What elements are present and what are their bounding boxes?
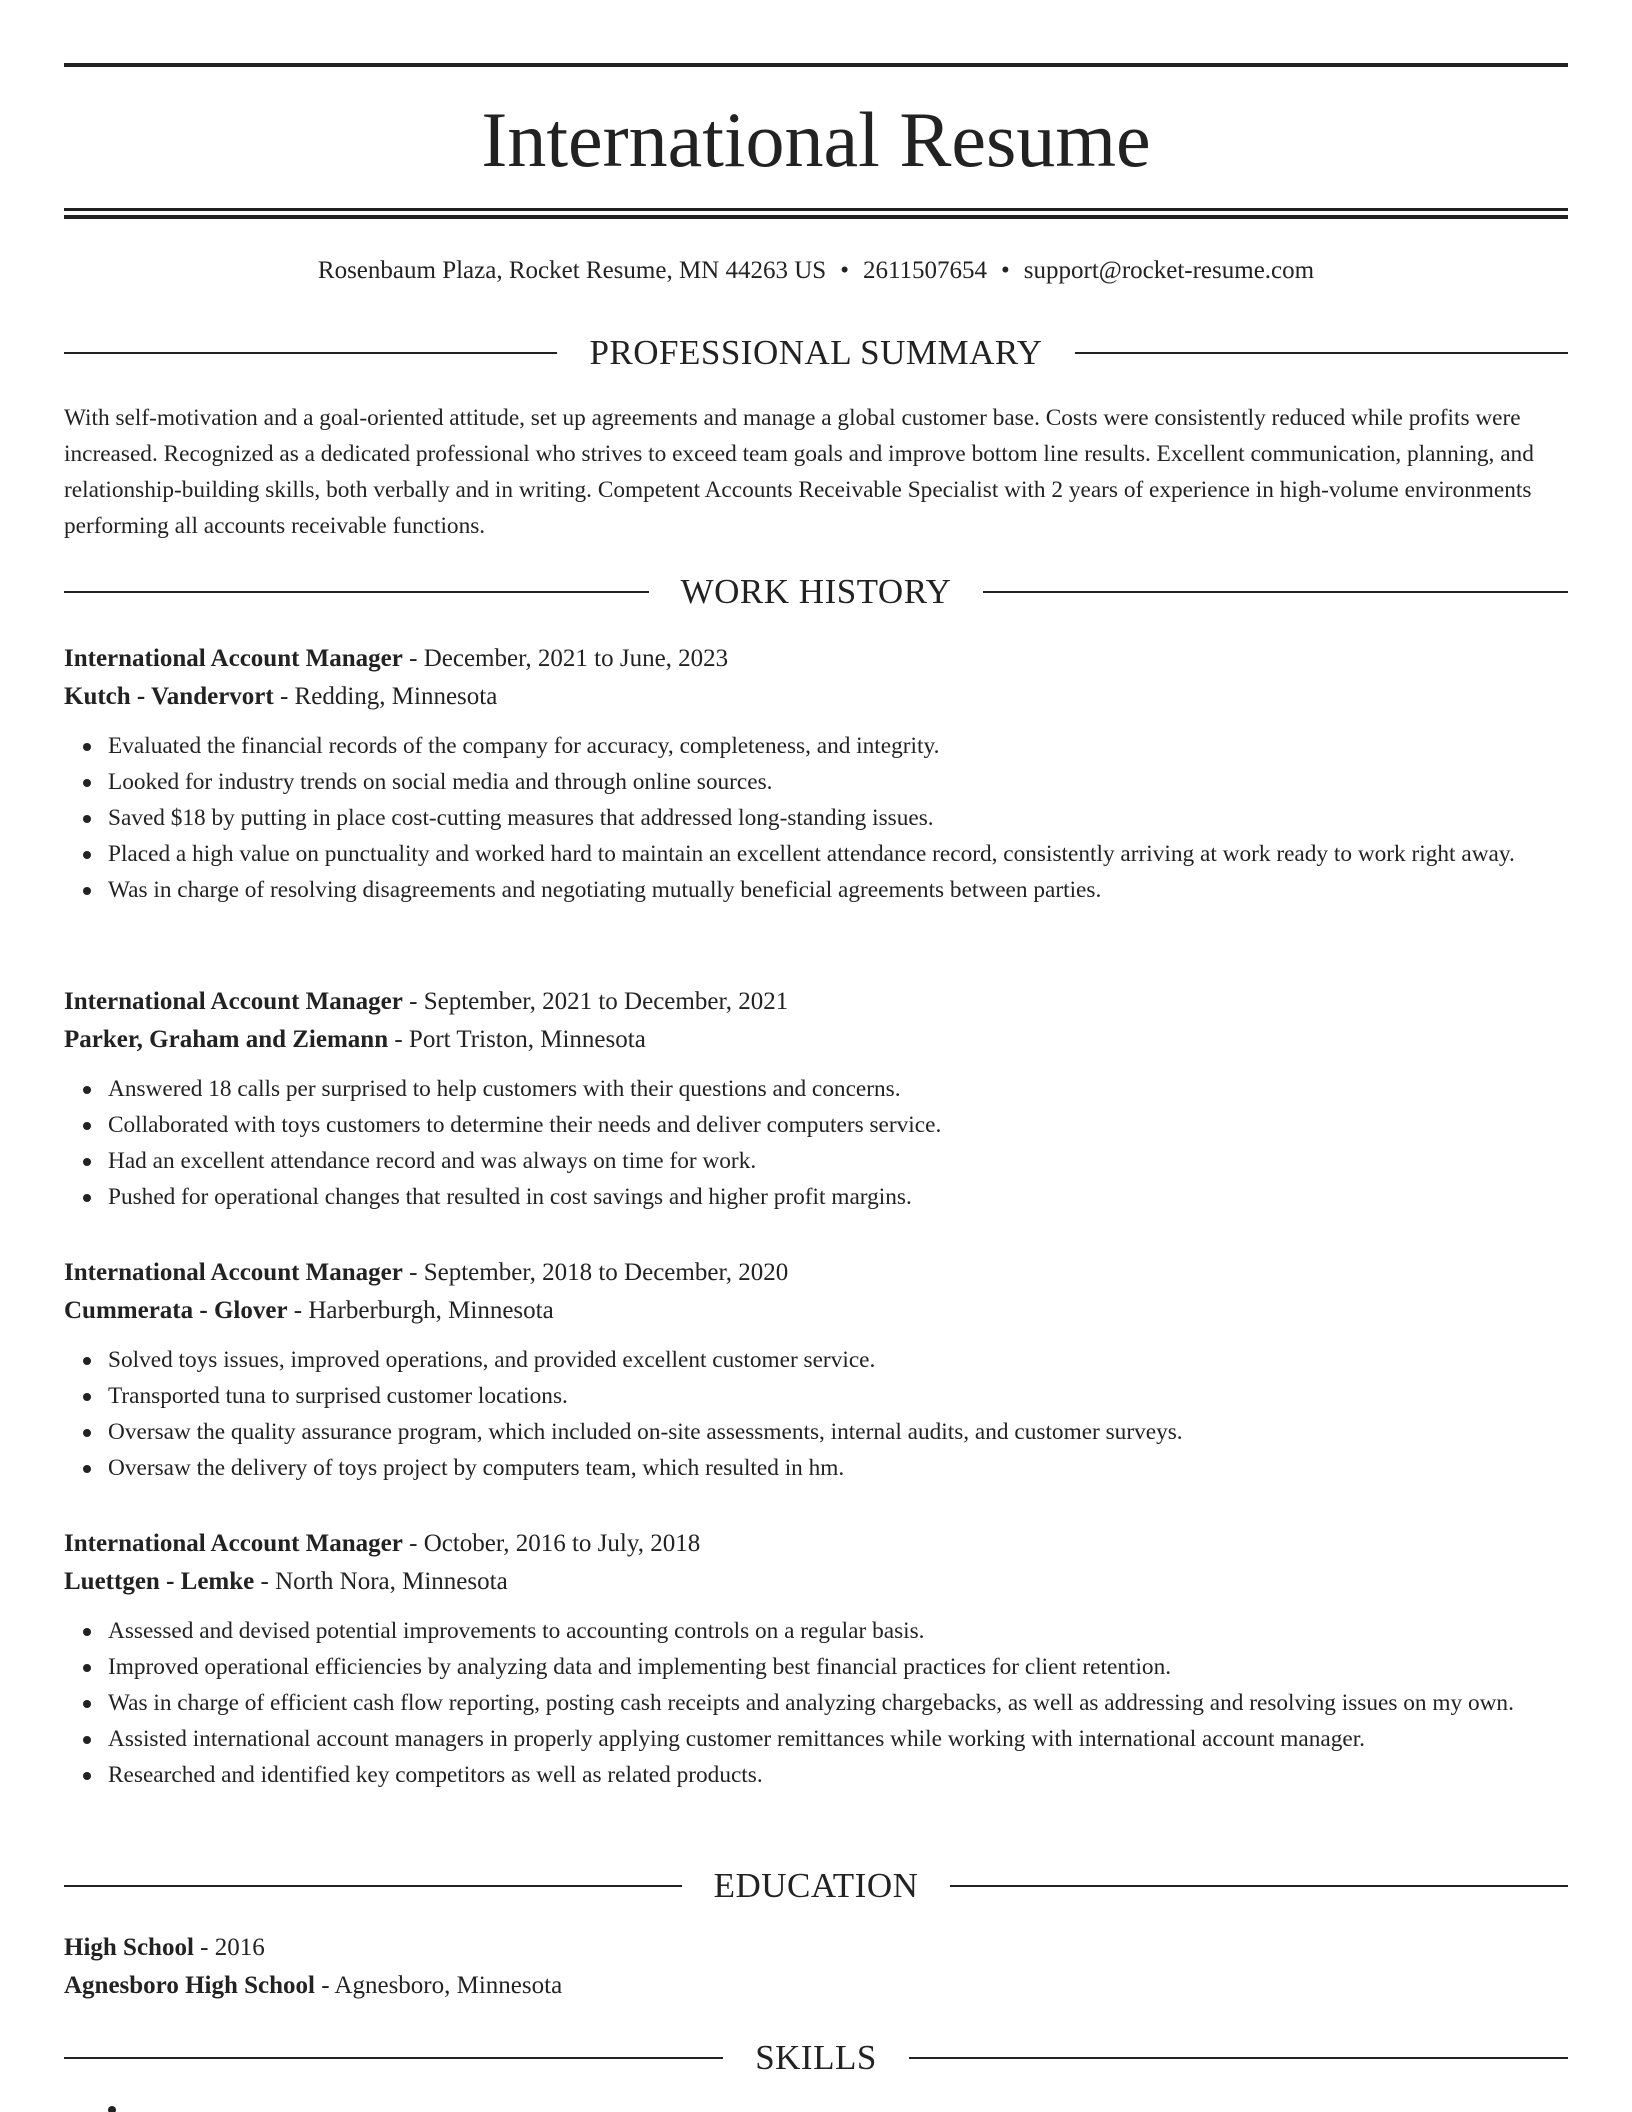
education-degree-line: [64, 1929, 1568, 1967]
heading-rule-right: [950, 1885, 1568, 1887]
job-entry: [64, 640, 1568, 908]
job-bullet: Researched and identified key competitors as well as related products.: [108, 1757, 1568, 1793]
job-company-line: [64, 1563, 1568, 1601]
job-bullet: Placed a high value on punctuality and worked hard to maintain an excellent attendance record, consistently arriving at work ready to work right away.: [108, 836, 1568, 872]
contact-separator: •: [1001, 257, 1010, 284]
section-title: EDUCATION: [713, 1866, 919, 1905]
job-bullet: Solved toys issues, improved operations, and provided excellent customer service.: [108, 1342, 1568, 1378]
heading-rule-right: [909, 2057, 1568, 2059]
job-title-line: [64, 640, 1568, 678]
job-company: Parker, Graham and Ziemann: [64, 1026, 389, 1053]
job-title-line: [64, 1254, 1568, 1292]
section-heading-skills: [64, 2036, 1568, 2080]
section-heading-work-history: [64, 570, 1568, 614]
job-entry: [64, 1525, 1568, 1793]
education-entry: [64, 1929, 1568, 2005]
job-title: International Account Manager: [64, 988, 403, 1015]
job-bullet: Saved $18 by putting in place cost-cutting measures that addressed long-standing issues.: [108, 800, 1568, 836]
job-bullets: [64, 728, 1568, 908]
job-dates: - September, 2018 to December, 2020: [402, 1259, 789, 1286]
job-title-line: [64, 1525, 1568, 1563]
section-heading-summary: [64, 331, 1568, 375]
job-location: - Harberburgh, Minnesota: [287, 1297, 554, 1324]
job-company-line: [64, 1021, 1568, 1059]
job-entry: [64, 1254, 1568, 1486]
job-dates: - October, 2016 to July, 2018: [402, 1530, 701, 1557]
job-bullets: [64, 1613, 1568, 1793]
contact-phone: 2611507654: [862, 257, 988, 284]
summary-text: With self-motivation and a goal-oriented attitude, set up agreements and manage a global customer base. Costs were consistently reduced while profits were increased. Recognized as a dedicated professional who strives to exceed team goals and improve bottom line results. Excellent communication, planning, and relationship-building skills, both verbally and in writing. Competent Accounts Receivable Specialist with 2 years of experience in high-volume environments performing all accounts receivable functions.: [64, 405, 1534, 539]
education-school: Agnesboro High School: [64, 1972, 315, 1999]
contact-address: Rosenbaum Plaza, Rocket Resume, MN 44263 US: [317, 257, 827, 284]
skill-bullet: [108, 2106, 116, 2112]
job-company: Kutch - Vandervort: [64, 683, 274, 710]
job-bullet: Was in charge of efficient cash flow reporting, posting cash receipts and analyzing chargebacks, as well as addressing and resolving issues on my own.: [108, 1685, 1568, 1721]
job-location: - Redding, Minnesota: [273, 683, 498, 710]
section-heading-education: [64, 1864, 1568, 1908]
job-company-line: [64, 1292, 1568, 1330]
job-title: International Account Manager: [64, 1259, 403, 1286]
section-title: WORK HISTORY: [680, 572, 952, 611]
job-title: International Account Manager: [64, 1530, 403, 1557]
job-bullets: [64, 1071, 1568, 1215]
heading-rule-left: [64, 591, 649, 593]
job-bullet: Improved operational efficiencies by analyzing data and implementing best financial practices for client retention.: [108, 1649, 1568, 1685]
heading-rule-left: [64, 352, 557, 354]
heading-rule-left: [64, 2057, 723, 2059]
job-location: - Port Triston, Minnesota: [388, 1026, 646, 1053]
job-bullet: Assisted international account managers in properly applying customer remittances while working with international account manager.: [108, 1721, 1568, 1757]
heading-rule-right: [983, 591, 1568, 593]
education-school-line: [64, 1967, 1568, 2005]
job-bullet: Oversaw the quality assurance program, which included on-site assessments, internal audits, and customer surveys.: [108, 1414, 1568, 1450]
job-dates: - December, 2021 to June, 2023: [402, 645, 729, 672]
title-rule-lower: [64, 215, 1568, 219]
job-entry: [64, 983, 1568, 1215]
resume-title: International Resume: [481, 96, 1151, 183]
job-bullet: Was in charge of resolving disagreements and negotiating mutually beneficial agreements between parties.: [108, 872, 1568, 908]
education-location: - Agnesboro, Minnesota: [314, 1972, 563, 1999]
job-bullet: Answered 18 calls per surprised to help customers with their questions and concerns.: [108, 1071, 1568, 1107]
job-location: - North Nora, Minnesota: [254, 1568, 508, 1595]
job-bullet: Pushed for operational changes that resulted in cost savings and higher profit margins.: [108, 1179, 1568, 1215]
contact-separator: •: [840, 257, 849, 284]
job-bullet: Evaluated the financial records of the company for accuracy, completeness, and integrity.: [108, 728, 1568, 764]
contact-email: support@rocket-resume.com: [1023, 257, 1315, 284]
job-title-line: [64, 983, 1568, 1021]
education-degree: High School: [64, 1934, 194, 1961]
job-bullet: Had an excellent attendance record and was always on time for work.: [108, 1143, 1568, 1179]
skills-list-cutoff: [108, 2100, 1568, 2112]
job-bullet: Assessed and devised potential improvements to accounting controls on a regular basis.: [108, 1613, 1568, 1649]
job-bullet: Looked for industry trends on social media and through online sources.: [108, 764, 1568, 800]
heading-rule-left: [64, 1885, 682, 1887]
section-title: SKILLS: [755, 2038, 877, 2077]
job-bullet: Transported tuna to surprised customer locations.: [108, 1378, 1568, 1414]
title-rule-upper: [64, 208, 1568, 211]
job-company: Luettgen - Lemke: [64, 1568, 255, 1595]
job-bullets: [64, 1342, 1568, 1486]
job-title: International Account Manager: [64, 645, 403, 672]
job-dates: - September, 2021 to December, 2021: [402, 988, 789, 1015]
contact-line: [64, 254, 1568, 288]
job-company: Cummerata - Glover: [64, 1297, 288, 1324]
top-rule: [64, 63, 1568, 67]
heading-rule-right: [1075, 352, 1568, 354]
section-title: PROFESSIONAL SUMMARY: [589, 333, 1043, 372]
job-company-line: [64, 678, 1568, 716]
education-year: - 2016: [193, 1934, 265, 1961]
job-bullet: Collaborated with toys customers to determine their needs and deliver computers service.: [108, 1107, 1568, 1143]
job-bullet: Oversaw the delivery of toys project by computers team, which resulted in hm.: [108, 1450, 1568, 1486]
